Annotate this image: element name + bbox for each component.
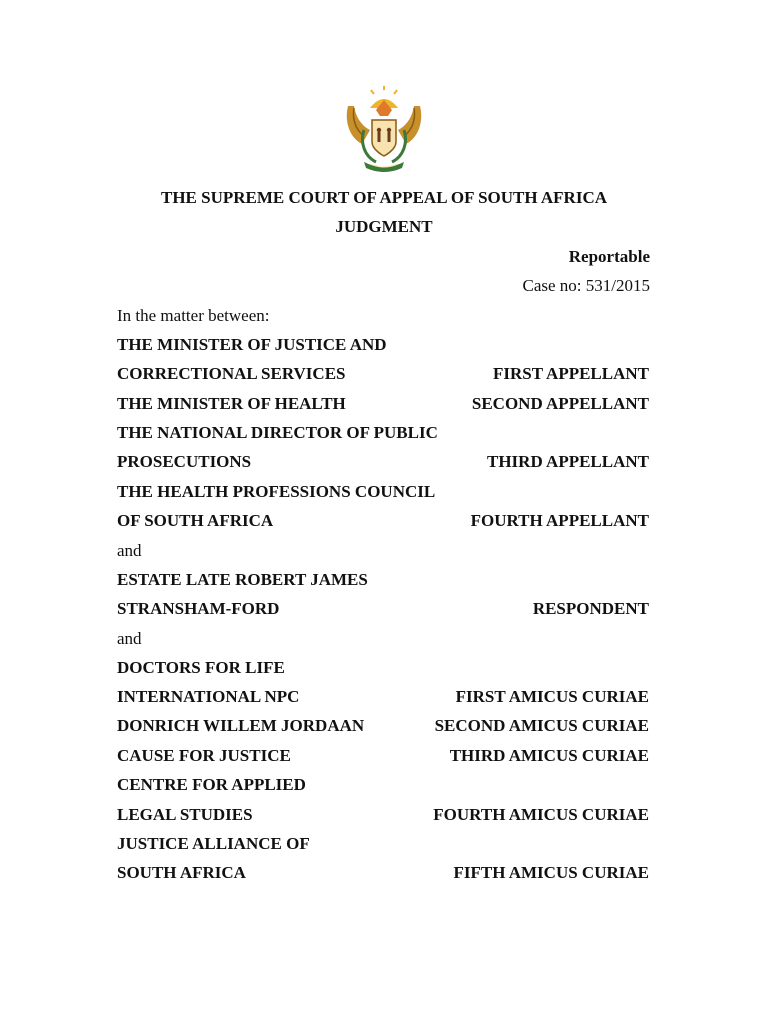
party-role: SECOND APPELLANT (471, 394, 649, 413)
case-number: Case no: 531/2015 (522, 276, 650, 295)
party-name-line: THE MINISTER OF JUSTICE AND (117, 335, 387, 354)
reportable-label: Reportable (568, 247, 650, 266)
conjunction-and: and (117, 541, 142, 560)
party-name-line: PROSECUTIONS (117, 452, 252, 471)
intro-text: In the matter between: (117, 306, 270, 325)
coat-of-arms-icon (340, 86, 428, 172)
party-role: FOURTH AMICUS CURIAE (433, 805, 649, 824)
party-name-line: CORRECTIONAL SERVICES (117, 364, 346, 383)
party-role: THIRD APPELLANT (487, 452, 649, 471)
party-name-line: SOUTH AFRICA (117, 863, 246, 882)
party-name-line: STRANSHAM-FORD (117, 599, 280, 618)
party-role: FIRST AMICUS CURIAE (455, 687, 649, 706)
party-name-line: OF SOUTH AFRICA (117, 511, 274, 530)
party-name-line: LEGAL STUDIES (117, 805, 253, 824)
party-name-line: THE MINISTER OF HEALTH (117, 394, 346, 413)
party-role: THIRD AMICUS CURIAE (449, 746, 649, 765)
party-role: RESPONDENT (532, 599, 649, 618)
party-name-line: ESTATE LATE ROBERT JAMES (117, 570, 368, 589)
conjunction-and: and (117, 629, 142, 648)
party-name-line: THE NATIONAL DIRECTOR OF PUBLIC (117, 423, 438, 442)
party-role: FOURTH APPELLANT (470, 511, 649, 530)
party-name-line: CAUSE FOR JUSTICE (117, 746, 291, 765)
party-name-line: INTERNATIONAL NPC (117, 687, 300, 706)
party-name-line: DOCTORS FOR LIFE (117, 658, 285, 677)
party-role: FIRST APPELLANT (492, 364, 649, 383)
document-type: JUDGMENT (335, 217, 433, 236)
party-role: SECOND AMICUS CURIAE (434, 716, 649, 735)
party-name-line: CENTRE FOR APPLIED (117, 775, 306, 794)
party-role: FIFTH AMICUS CURIAE (453, 863, 649, 882)
party-name-line: DONRICH WILLEM JORDAAN (117, 716, 365, 735)
court-title: THE SUPREME COURT OF APPEAL OF SOUTH AFRICA (160, 188, 608, 207)
party-name-line: JUSTICE ALLIANCE OF (117, 834, 310, 853)
party-name-line: THE HEALTH PROFESSIONS COUNCIL (117, 482, 436, 501)
